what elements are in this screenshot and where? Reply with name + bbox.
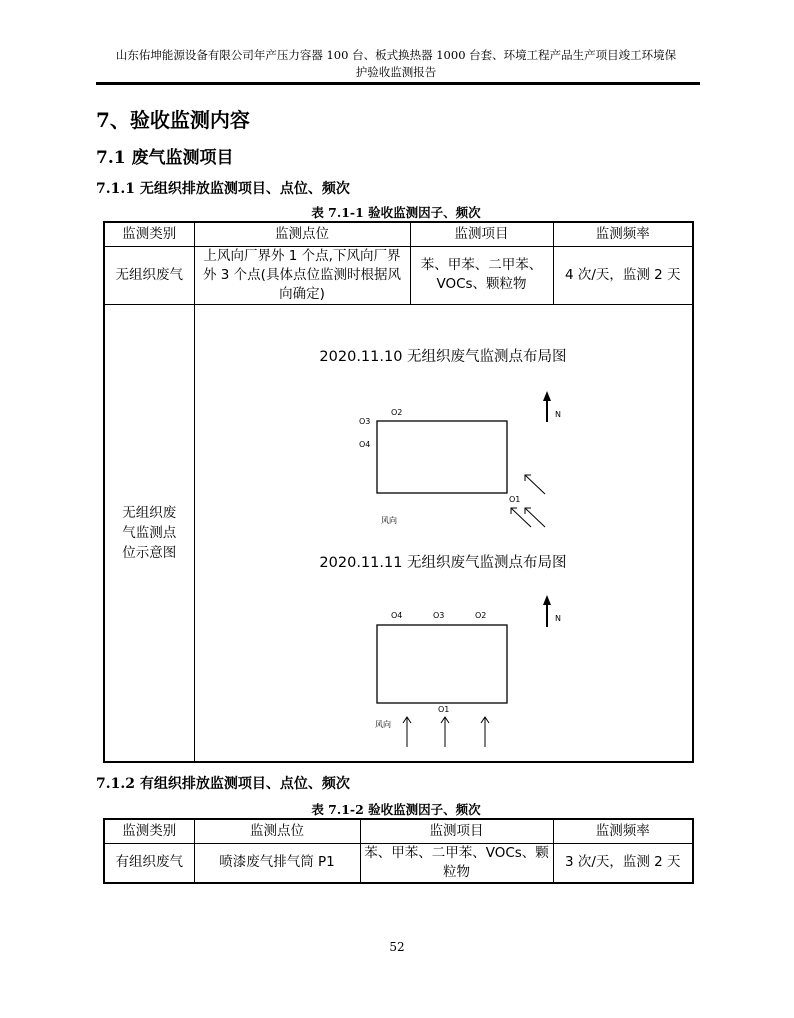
map1-point-o4: O4 — [358, 439, 370, 449]
diagram-label-text: 无组织废气监测点位示意图 — [122, 504, 177, 561]
map1-north-label: N — [554, 409, 561, 419]
table1-header-category: 监测类别 — [104, 222, 194, 246]
map1-north-arrow-icon — [543, 391, 551, 422]
map2-plant-boundary — [377, 625, 507, 703]
map2-wind-label: 风向 — [374, 719, 391, 729]
table2-row1-points: 喷漆废气排气筒 P1 — [194, 843, 360, 883]
table1-row1-items: 苯、甲苯、二甲苯、VOCs、颗粒物 — [410, 246, 553, 304]
map2-north-label: N — [554, 613, 561, 623]
map2-point-o2: O2 — [474, 610, 486, 620]
header-rule — [96, 82, 700, 85]
map1-plant-boundary — [377, 421, 507, 493]
map2-point-o3: O3 — [432, 610, 444, 620]
table1-row — [104, 246, 693, 304]
running-header — [96, 47, 696, 81]
table1-row1-points: 上风向厂界外 1 个点,下风向厂界外 3 个点(具体点位监测时根据风向确定) — [194, 246, 410, 304]
table1-header-freq: 监测频率 — [553, 222, 693, 246]
map2-point-o4: O4 — [390, 610, 402, 620]
table2-header-row — [104, 819, 693, 843]
table1-row1-category: 无组织废气 — [104, 246, 194, 304]
page-number: 52 — [389, 940, 405, 954]
subsection-heading: 7.1 废气监测项目 — [96, 148, 234, 168]
table2-header-points: 监测点位 — [194, 819, 360, 843]
subsubsection-heading-1: 7.1.1 无组织排放监测项目、点位、频次 — [96, 181, 350, 197]
table2 — [103, 818, 694, 884]
table2-header-freq: 监测频率 — [553, 819, 693, 843]
map1-title: 2020.11.10 无组织废气监测点布局图 — [318, 348, 567, 365]
table1-caption: 表 7.1-1 验收监测因子、频次 — [311, 205, 481, 220]
map2-north-arrow-icon — [543, 595, 551, 627]
map1-point-o1: O1 — [508, 494, 520, 504]
section-heading: 7、验收监测内容 — [96, 108, 250, 132]
map2-title: 2020.11.11 无组织废气监测点布局图 — [318, 554, 567, 571]
map2-point-o1: O1 — [437, 704, 449, 714]
table2-row1-items: 苯、甲苯、二甲苯、VOCs、颗粒物 — [360, 843, 553, 883]
table2-header-items: 监测项目 — [360, 819, 553, 843]
subsubsection-heading-2: 7.1.2 有组织排放监测项目、点位、频次 — [96, 776, 350, 792]
table1-diagram-label — [104, 304, 194, 762]
table1-diagram-row — [104, 304, 693, 762]
monitoring-layout-diagrams — [195, 305, 692, 761]
running-header-line2: 护验收监测报告 — [355, 65, 437, 79]
table2-row1-freq: 3 次/天，监测 2 天 — [553, 843, 693, 883]
table2-header-category: 监测类别 — [104, 819, 194, 843]
table1-diagram-cell — [194, 304, 693, 762]
map1-point-o3: O3 — [358, 416, 370, 426]
table2-caption: 表 7.1-2 验收监测因子、频次 — [311, 802, 481, 817]
table1-header-row — [104, 222, 693, 246]
map1-wind-label: 风向 — [380, 515, 397, 525]
table1 — [103, 221, 694, 763]
table2-row1-category: 有组织废气 — [104, 843, 194, 883]
running-header-line1: 山东佑坤能源设备有限公司年产压力容器 100 台、板式换热器 1000 台套、环境工程产品生产项目竣工环境保 — [115, 48, 677, 62]
table2-row — [104, 843, 693, 883]
table1-header-items: 监测项目 — [410, 222, 553, 246]
map1-point-o2: O2 — [390, 407, 402, 417]
map2-wind-arrows-icon — [403, 717, 489, 747]
table1-row1-freq: 4 次/天，监测 2 天 — [553, 246, 693, 304]
table1-header-points: 监测点位 — [194, 222, 410, 246]
